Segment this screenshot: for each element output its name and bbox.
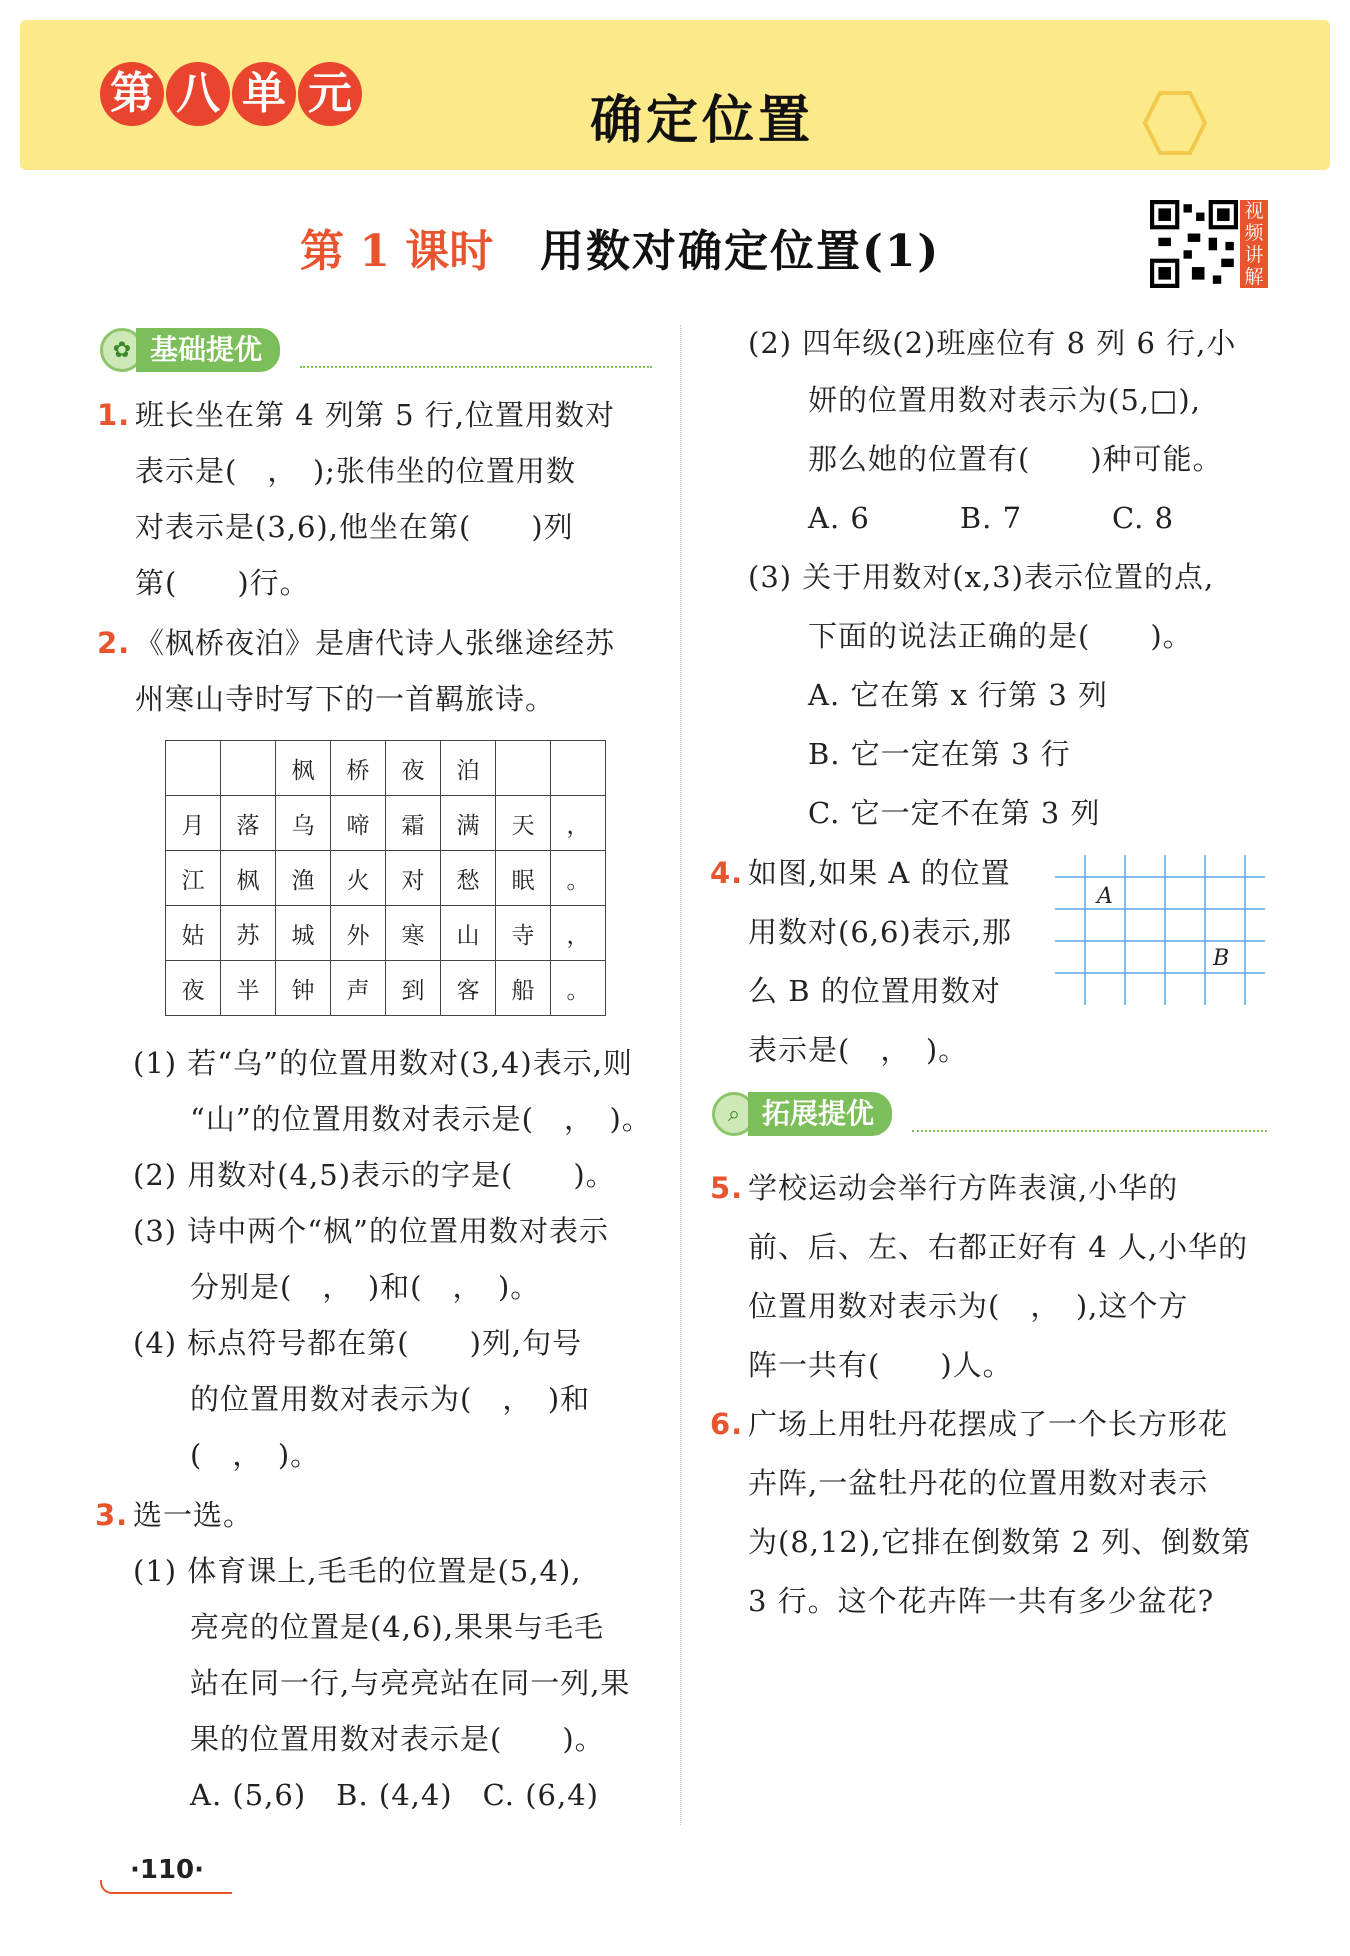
poem-row [166,796,606,851]
q3-cont-line: 下面的说法正确的是( )。 [808,619,1193,653]
q5-line: 阵一共有( )人。 [748,1348,1013,1382]
q3-line: 果的位置用数对表示是( )。 [190,1722,605,1756]
q5-line: 位置用数对表示为( ， ),这个方 [748,1289,1189,1323]
q3-cont-line: (3) 关于用数对(x,3)表示位置的点, [748,560,1215,594]
q2-sub-line: (4) 标点符号都在第( )列,句号 [133,1326,583,1360]
unit-badge-char: 元 [298,62,362,126]
q2-sub-line: “山”的位置用数对表示是( ， )。 [190,1102,652,1136]
q3-line: 站在同一行,与亮亮站在同一列,果 [190,1666,631,1700]
q4-line: 用数对(6,6)表示,那 [748,915,1012,949]
poem-cell: 满 [441,796,496,851]
poem-cell: 眠 [496,851,551,906]
poem-cell: 落 [221,796,276,851]
q5-line: 前、后、左、右都正好有 4 人,小华的 [748,1230,1249,1264]
q3-line: (1) 体育课上,毛毛的位置是(5,4), [133,1554,582,1588]
hexagon-decoration-icon [1140,88,1210,158]
q2-sub-line: 的位置用数对表示为( ， )和 [190,1382,591,1416]
lesson-number: 第 1 课时 [300,226,494,277]
poem-cell: 声 [331,961,386,1016]
magnifier-book-icon: ⌕ [712,1092,756,1136]
poem-cell: 寺 [496,906,551,961]
q2-sub-line: (3) 诗中两个“枫”的位置用数对表示 [133,1214,609,1248]
q1-number: 1. [97,398,131,432]
q2-sub-line: 分别是( ， )和( ， )。 [190,1270,541,1304]
section-extend [712,1092,892,1136]
poem-cell: 愁 [441,851,496,906]
q6-number: 6. [710,1407,744,1441]
poem-row [166,851,606,906]
q2-line: 州寒山寺时写下的一首羁旅诗。 [135,682,556,716]
poem-cell: 寒 [386,906,441,961]
section-extend-label: 拓展提优 [748,1092,892,1136]
sprout-icon: ✿ [100,328,144,372]
poem-cell: 钟 [276,961,331,1016]
poem-cell [221,741,276,796]
q4-line: 如图,如果 A 的位置 [748,856,1011,890]
q3-cont-option: A. 它在第 x 行第 3 列 [808,678,1109,712]
poem-row [166,741,606,796]
lesson-title: 用数对确定位置(1) [540,226,941,277]
section-extend-dotline [912,1130,1267,1132]
q6-line: 3 行。这个花卉阵一共有多少盆花? [748,1584,1215,1618]
q3-cont-option: C. 它一定不在第 3 列 [808,796,1101,830]
q4-line: 表示是( ， )。 [748,1033,969,1067]
q5-line: 学校运动会举行方阵表演,小华的 [748,1171,1179,1205]
poem-cell: 枫 [276,741,331,796]
poem-row [166,961,606,1016]
poem-cell: 渔 [276,851,331,906]
q2-sub-line: (1) 若“乌”的位置用数对(3,4)表示,则 [133,1046,633,1080]
q3-cont-line: 妍的位置用数对表示为(5,□), [808,383,1201,417]
q3-options: A. (5,6) B. (4,4) C. (6,4) [190,1778,599,1812]
poem-cell: 啼 [331,796,386,851]
q3-title: 选一选。 [133,1498,254,1532]
poem-cell: 霜 [386,796,441,851]
poem-cell [496,741,551,796]
q6-line: 广场上用牡丹花摆成了一个长方形花 [748,1407,1229,1441]
poem-cell: 。 [551,961,606,1016]
poem-cell: 火 [331,851,386,906]
q2-line: 《枫桥夜泊》是唐代诗人张继途经苏 [135,626,616,660]
q6-line: 为(8,12),它排在倒数第 2 列、倒数第 [748,1525,1252,1559]
unit-badge-char: 单 [232,62,296,126]
grid-point-a: A [1097,884,1113,909]
poem-cell: 夜 [166,961,221,1016]
q3-cont-options: A. 6 B. 7 C. 8 [808,501,1175,535]
unit-badge-char: 八 [166,62,230,126]
position-grid-figure [1055,855,1265,1005]
unit-badge [100,62,362,142]
q6-line: 卉阵,一盆牡丹花的位置用数对表示 [748,1466,1209,1500]
q1-line: 班长坐在第 4 列第 5 行,位置用数对 [135,398,615,432]
poem-cell: 山 [441,906,496,961]
poem-cell: 枫 [221,851,276,906]
q3-number: 3. [95,1498,129,1532]
q1-line: 对表示是(3,6),他坐在第( )列 [135,510,574,544]
poem-cell: 对 [386,851,441,906]
q3-line: 亮亮的位置是(4,6),果果与毛毛 [190,1610,604,1644]
q5-number: 5. [710,1171,744,1205]
q2-number: 2. [97,626,131,660]
q1-line: 第( )行。 [135,566,310,600]
poem-cell [166,741,221,796]
poem-row [166,906,606,961]
poem-cell: 客 [441,961,496,1016]
poem-cell: 桥 [331,741,386,796]
poem-cell: 夜 [386,741,441,796]
unit-badge-char: 第 [100,62,164,126]
poem-cell: 姑 [166,906,221,961]
section-basic-label: 基础提优 [136,328,280,372]
column-divider [680,325,681,1825]
poem-cell: 泊 [441,741,496,796]
poem-cell: 外 [331,906,386,961]
poem-cell: ， [551,796,606,851]
q3-cont-option: B. 它一定在第 3 行 [808,737,1071,771]
poem-cell: ， [551,906,606,961]
chapter-title: 确定位置 [590,91,815,151]
q2-sub-line: (2) 用数对(4,5)表示的字是( )。 [133,1158,616,1192]
qr-code-icon[interactable] [1150,200,1238,288]
q3-cont-line: 那么她的位置有( )种可能。 [808,442,1223,476]
q3-cont-line: (2) 四年级(2)班座位有 8 列 6 行,小 [748,326,1237,360]
section-basic-dotline [300,366,652,368]
poem-cell: 到 [386,961,441,1016]
poem-cell: 月 [166,796,221,851]
poem-cell: 天 [496,796,551,851]
q4-line: 么 B 的位置用数对 [748,974,1001,1008]
section-basic [100,328,280,372]
poem-table [165,740,606,1016]
poem-cell: 。 [551,851,606,906]
grid-point-b: B [1213,946,1230,971]
poem-cell: 乌 [276,796,331,851]
poem-cell: 江 [166,851,221,906]
poem-cell: 城 [276,906,331,961]
poem-cell: 船 [496,961,551,1016]
q2-sub-line: ( ， )。 [190,1438,321,1472]
video-explain-tag[interactable]: 视频讲解 [1240,200,1268,288]
page-number: ·110· [130,1855,205,1885]
poem-cell: 苏 [221,906,276,961]
q4-number: 4. [710,856,744,890]
q1-line: 表示是( ， );张伟坐的位置用数 [135,454,576,488]
poem-cell [551,741,606,796]
poem-cell: 半 [221,961,276,1016]
